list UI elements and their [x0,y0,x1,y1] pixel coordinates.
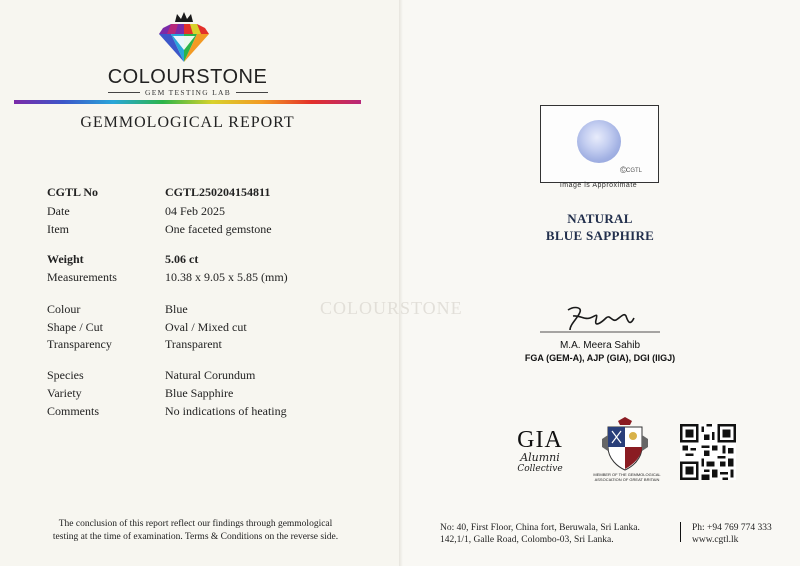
row-value: 10.38 x 9.05 x 5.85 (mm) [165,270,288,284]
address-line: No: 40, First Floor, China fort, Beruwala, Sri Lanka. [440,523,640,533]
row-value: 04 Feb 2025 [165,204,225,218]
disclaimer [28,518,363,544]
subtitle-rule-left [108,92,140,93]
row-label: Shape / Cut [47,320,103,334]
lab-subtitle-text: GEM TESTING LAB [144,88,232,97]
gia-alumni: Alumni [520,451,560,464]
photo-caption: Image is Approximate [559,182,638,189]
gia-mark: GIA [517,427,563,453]
row-label: Measurements [47,270,117,284]
photo-mark: CGTL [626,168,643,174]
row-label: Date [47,204,70,218]
row-value: 5.06 ct [165,252,199,266]
result-line-1: NATURAL [567,211,633,226]
address-line: 142,1/1, Galle Road, Colombo-03, Sri Lanka. [440,535,614,545]
watermark: COLOURSTONE [320,298,463,318]
row-label: Weight [47,252,84,266]
gem-a-crest-icon [602,417,648,471]
lab-subtitle [108,88,268,97]
signature-mark [540,302,660,338]
subtitle-rule-right [236,92,268,93]
spectrum-rule [14,100,361,104]
row-variety [47,386,234,401]
footer-contact [692,522,772,546]
colourstone-diamond-logo [153,10,215,66]
row-label: Colour [47,302,81,316]
qr-code-icon [680,424,736,480]
report-title: GEMMOLOGICAL REPORT [80,114,295,131]
row-value: One faceted gemstone [165,222,272,236]
gemstone-photo [540,105,659,183]
gemstone-image [577,120,621,163]
row-colour [47,302,188,317]
row-label: Item [47,222,69,236]
result-line-2: BLUE SAPPHIRE [545,228,655,243]
row-label: Comments [47,404,100,418]
copyright-icon: © [620,165,627,175]
footer-address [440,522,640,546]
row-value: Natural Corundum [165,368,256,382]
website-link[interactable]: www.cgtl.lk [692,535,739,545]
signatory-qualifications: FGA (GEM-A), AJP (GIA), DGI (IIGJ) [524,353,676,363]
disclaimer-line: testing at the time of examination. Terms & Conditions on the reverse side. [52,532,339,542]
row-label: Species [47,368,84,382]
row-shape-cut [47,320,247,335]
row-value: Blue Sapphire [165,386,234,400]
row-value: Transparent [165,337,222,351]
crest-caption [586,472,668,482]
row-date [47,204,225,219]
row-item [47,222,272,237]
row-species [47,368,256,383]
gia-collective: Collective [517,464,563,474]
row-transparency [47,337,222,352]
crest-caption-line: MEMBER OF THE GEMMOLOGICAL [593,472,661,477]
phone-number: Ph: +94 769 774 333 [692,523,772,533]
row-measurements [47,270,288,285]
signatory-name: M.A. Meera Sahib [559,340,641,351]
row-value: CGTL250204154811 [165,185,271,199]
row-value: Oval / Mixed cut [165,320,247,334]
footer-divider [680,522,681,542]
lab-name: COLOURSTONE [107,66,268,88]
row-cgtl-no [47,185,271,200]
disclaimer-line: The conclusion of this report reflect our findings through gemmological [58,519,333,529]
page-fold [399,0,403,566]
row-label: CGTL No [47,185,99,199]
row-label: Transparency [47,337,112,351]
crest-caption-line: ASSOCIATION OF GREAT BRITAIN [594,477,660,482]
row-weight [47,252,199,267]
row-value: No indications of heating [165,404,287,418]
row-value: Blue [165,302,188,316]
row-label: Variety [47,386,82,400]
gia-alumni-logo [509,428,571,475]
row-comments [47,404,287,419]
